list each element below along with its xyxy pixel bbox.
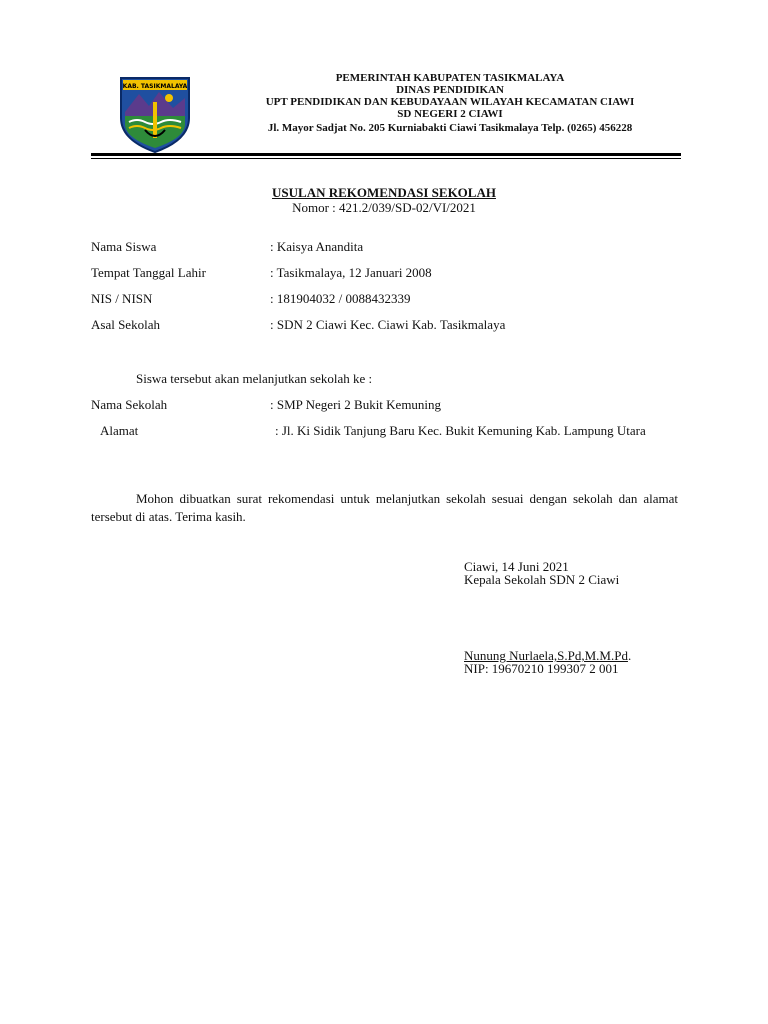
letterhead-divider-thin [91,158,681,159]
emblem-banner-text: KAB. TASIKMALAYA [122,83,188,90]
request-paragraph: Mohon dibuatkan surat rekomendasi untuk melanjutkan sekolah sesuai dengan sekolah dan alamat tersebut di atas. Terima kasih. [91,491,678,524]
signature-position: Kepala Sekolah SDN 2 Ciawi [464,572,620,587]
student-name-label: Nama Siswa [91,239,157,254]
letter-number: Nomor : 421.2/039/SD-02/VI/2021 [292,200,476,215]
continue-statement: Siswa tersebut akan melanjutkan sekolah ke : [136,371,373,386]
signatory-nip: NIP: 19670210 199307 2 001 [464,661,619,676]
origin-school-label: Asal Sekolah [91,317,160,332]
birth-place-date-value: : Tasikmalaya, 12 Januari 2008 [270,265,432,280]
letter-title: USULAN REKOMENDASI SEKOLAH [272,185,496,200]
letterhead-school: SD NEGERI 2 CIAWI [397,108,503,120]
origin-school-value: : SDN 2 Ciawi Kec. Ciawi Kab. Tasikmalaya [270,317,506,332]
letterhead-agency: DINAS PENDIDIKAN [396,84,504,96]
kabupaten-tasikmalaya-emblem-icon [113,72,197,154]
letterhead-address: Jl. Mayor Sadjat No. 205 Kurniabakti Ciawi Tasikmalaya Telp. (0265) 456228 [267,122,633,134]
birth-place-date-label: Tempat Tanggal Lahir [91,265,206,280]
letterhead-government: PEMERINTAH KABUPATEN TASIKMALAYA [335,72,565,84]
signatory-name: Nunung Nurlaela,S.Pd,M.M.Pd [464,648,628,663]
destination-school-label: Nama Sekolah [91,397,168,412]
letterhead [215,72,685,134]
student-name-value: : Kaisya Anandita [270,239,364,254]
letterhead-divider-thick [91,153,681,156]
destination-address-value: : Jl. Ki Sidik Tanjung Baru Kec. Bukit Kemuning Kab. Lampung Utara [275,423,646,438]
letterhead-upt: UPT PENDIDIKAN DAN KEBUDAYAAN WILAYAH KECAMATAN CIAWI [265,96,635,108]
destination-school-value: : SMP Negeri 2 Bukit Kemuning [270,397,442,412]
destination-address-label: Alamat [100,423,139,438]
signature-place-date: Ciawi, 14 Juni 2021 [464,559,569,574]
nis-nisn-value: : 181904032 / 0088432339 [270,291,411,306]
nis-nisn-label: NIS / NISN [91,291,153,306]
signatory-name-suffix: . [627,648,632,663]
